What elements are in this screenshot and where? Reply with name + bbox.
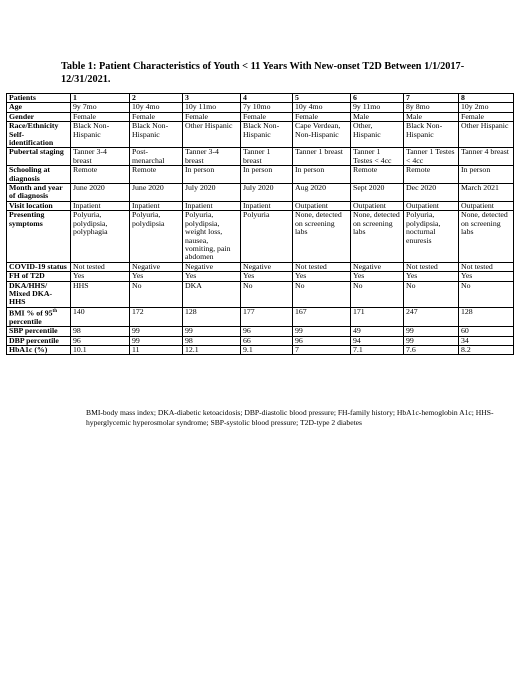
table-row bbox=[7, 307, 514, 326]
table-cell: 171 bbox=[351, 307, 404, 326]
table-cell: 34 bbox=[459, 336, 514, 345]
table-cell: 96 bbox=[293, 336, 351, 345]
table-cell: Black Non-Hispanic bbox=[130, 122, 183, 148]
table-cell: No bbox=[293, 281, 351, 307]
table-cell: Dec 2020 bbox=[404, 184, 459, 202]
table-cell: Sept 2020 bbox=[351, 184, 404, 202]
row-label bbox=[7, 112, 71, 121]
row-label bbox=[7, 103, 71, 112]
table-row bbox=[7, 327, 514, 336]
table-cell: 10y 4mo bbox=[293, 103, 351, 112]
table-cell: Black Non-Hispanic bbox=[404, 122, 459, 148]
row-label bbox=[7, 184, 71, 202]
table-cell: No bbox=[404, 281, 459, 307]
table-cell: Not tested bbox=[404, 262, 459, 271]
table-cell: Remote bbox=[351, 166, 404, 184]
patient-number-cell: 7 bbox=[404, 94, 459, 103]
table-cell: 98 bbox=[183, 336, 241, 345]
row-label-text: SBP percentile bbox=[9, 326, 58, 336]
table-row bbox=[7, 272, 514, 281]
table-cell: Yes bbox=[351, 272, 404, 281]
patient-number-cell: 4 bbox=[241, 94, 293, 103]
table-cell: No bbox=[351, 281, 404, 307]
table-cell: July 2020 bbox=[241, 184, 293, 202]
table-cell: Yes bbox=[183, 272, 241, 281]
patient-number-cell: 2 bbox=[130, 94, 183, 103]
table-cell: Female bbox=[459, 112, 514, 121]
row-label bbox=[7, 94, 71, 103]
table-row bbox=[7, 281, 514, 307]
row-label bbox=[7, 262, 71, 271]
table-title: Table 1: Patient Characteristics of Youth < 11 Years With New-onset T2D Between 1/1/2017-12/31/2021. bbox=[61, 61, 465, 85]
table-cell: No bbox=[459, 281, 514, 307]
table-cell: 7y 10mo bbox=[241, 103, 293, 112]
table-row bbox=[7, 211, 514, 262]
table-cell: DKA bbox=[183, 281, 241, 307]
row-label-text: COVID-19 status bbox=[9, 262, 67, 271]
row-label-text: Race/Ethnicity Self-identification bbox=[9, 121, 59, 148]
table-cell: Polyuria, polydipsia bbox=[130, 211, 183, 262]
table-row bbox=[7, 262, 514, 271]
table-cell: Yes bbox=[459, 272, 514, 281]
table-cell: Inpatient bbox=[130, 201, 183, 210]
table-cell: Female bbox=[130, 112, 183, 121]
table-cell: Tanner 3-4 breast bbox=[183, 148, 241, 166]
table-cell: Negative bbox=[183, 262, 241, 271]
table-cell: Other, Hispanic bbox=[351, 122, 404, 148]
table-cell: 94 bbox=[351, 336, 404, 345]
row-label-text: DBP percentile bbox=[9, 336, 59, 345]
patient-number-cell: 5 bbox=[293, 94, 351, 103]
row-label-text: Visit location bbox=[9, 201, 53, 210]
row-label bbox=[7, 148, 71, 166]
table-cell: 99 bbox=[293, 327, 351, 336]
table-cell: Polyuria bbox=[241, 211, 293, 262]
patient-number-cell: 3 bbox=[183, 94, 241, 103]
table-cell: Yes bbox=[404, 272, 459, 281]
table-cell: Yes bbox=[293, 272, 351, 281]
table-cell: Outpatient bbox=[404, 201, 459, 210]
table-cell: Tanner 4 breast bbox=[459, 148, 514, 166]
table-cell: 11 bbox=[130, 345, 183, 354]
table-cell: Female bbox=[293, 112, 351, 121]
table-cell: Remote bbox=[71, 166, 130, 184]
table-cell: Polyuria, polydipsia, polyphagia bbox=[71, 211, 130, 262]
table-cell: 128 bbox=[183, 307, 241, 326]
table-cell: Post-menarchal bbox=[130, 148, 183, 166]
table-cell: 99 bbox=[130, 336, 183, 345]
row-label bbox=[7, 281, 71, 307]
table-cell: Not tested bbox=[293, 262, 351, 271]
table-cell: Negative bbox=[351, 262, 404, 271]
table-cell: June 2020 bbox=[71, 184, 130, 202]
table-cell: None, detected on screening labs bbox=[459, 211, 514, 262]
table-cell: Other Hispanic bbox=[459, 122, 514, 148]
table-cell: None, detected on screening labs bbox=[293, 211, 351, 262]
table-cell: Outpatient bbox=[351, 201, 404, 210]
table-cell: Tanner 1 Testes < 4cc bbox=[351, 148, 404, 166]
table-cell: Black Non-Hispanic bbox=[241, 122, 293, 148]
row-label-text: Patients bbox=[9, 93, 36, 102]
table-cell: 49 bbox=[351, 327, 404, 336]
table-row bbox=[7, 122, 514, 148]
table-cell: Inpatient bbox=[71, 201, 130, 210]
table-cell: Female bbox=[71, 112, 130, 121]
table-cell: 8.2 bbox=[459, 345, 514, 354]
table-cell: 247 bbox=[404, 307, 459, 326]
table-cell: July 2020 bbox=[183, 184, 241, 202]
table-cell: Tanner 1 Testes < 4cc bbox=[404, 148, 459, 166]
table-row bbox=[7, 345, 514, 354]
table-cell: Female bbox=[183, 112, 241, 121]
table-cell: Remote bbox=[404, 166, 459, 184]
table-cell: 128 bbox=[459, 307, 514, 326]
table-cell: Negative bbox=[241, 262, 293, 271]
table-cell: 7 bbox=[293, 345, 351, 354]
table-cell: In person bbox=[459, 166, 514, 184]
table-cell: Yes bbox=[130, 272, 183, 281]
table-row bbox=[7, 336, 514, 345]
row-label-text: HbA1c (%) bbox=[9, 345, 48, 354]
table-row bbox=[7, 148, 514, 166]
row-label-text: DKA/HHS/ Mixed DKA-HHS bbox=[9, 281, 53, 307]
table-cell: Not tested bbox=[459, 262, 514, 271]
table-cell: Yes bbox=[241, 272, 293, 281]
row-label-text: Gender bbox=[9, 112, 35, 121]
table-cell: 140 bbox=[71, 307, 130, 326]
table-cell: Not tested bbox=[71, 262, 130, 271]
row-label-text: Presenting symptoms bbox=[9, 210, 45, 228]
table-header-row bbox=[7, 94, 514, 103]
table-cell: HHS bbox=[71, 281, 130, 307]
row-label-text: Month and year of diagnosis bbox=[9, 183, 63, 201]
table-cell: March 2021 bbox=[459, 184, 514, 202]
table-cell: Polyuria, polydipsia, weight loss, nausea, vomiting, pain abdomen bbox=[183, 211, 241, 262]
table-cell: 9.1 bbox=[241, 345, 293, 354]
patient-number-cell: 6 bbox=[351, 94, 404, 103]
table-cell: Outpatient bbox=[293, 201, 351, 210]
table-cell: Outpatient bbox=[459, 201, 514, 210]
table-cell: 60 bbox=[459, 327, 514, 336]
row-label-tail: percentile bbox=[9, 316, 42, 326]
table-cell: Tanner 1 breast bbox=[241, 148, 293, 166]
row-label bbox=[7, 345, 71, 354]
table-cell: 9y 11mo bbox=[351, 103, 404, 112]
table-row bbox=[7, 166, 514, 184]
table-cell: 10y 4mo bbox=[130, 103, 183, 112]
table-cell: Tanner 3-4 breast bbox=[71, 148, 130, 166]
table-cell: Female bbox=[241, 112, 293, 121]
table-cell: Polyuria, polydipsia, nocturnal enuresis bbox=[404, 211, 459, 262]
table-cell: 10.1 bbox=[71, 345, 130, 354]
table-cell: 9y 7mo bbox=[71, 103, 130, 112]
row-label bbox=[7, 327, 71, 336]
table-cell: Aug 2020 bbox=[293, 184, 351, 202]
table-cell: 10y 11mo bbox=[183, 103, 241, 112]
table-cell: Inpatient bbox=[183, 201, 241, 210]
table-cell: Black Non-Hispanic bbox=[71, 122, 130, 148]
table-cell: Tanner 1 breast bbox=[293, 148, 351, 166]
table-cell: No bbox=[130, 281, 183, 307]
row-label bbox=[7, 122, 71, 148]
row-label-superscript: th bbox=[52, 308, 57, 314]
patient-number-cell: 8 bbox=[459, 94, 514, 103]
table-cell: 99 bbox=[130, 327, 183, 336]
row-label bbox=[7, 201, 71, 210]
table-cell: 177 bbox=[241, 307, 293, 326]
table-cell: None, detected on screening labs bbox=[351, 211, 404, 262]
table-cell: 99 bbox=[183, 327, 241, 336]
table-cell: 96 bbox=[241, 327, 293, 336]
table-cell: No bbox=[241, 281, 293, 307]
row-label bbox=[7, 166, 71, 184]
row-label bbox=[7, 307, 71, 326]
row-label-text: Pubertal staging bbox=[9, 147, 64, 157]
table-cell: 96 bbox=[71, 336, 130, 345]
row-label-text: Schooling at diagnosis bbox=[9, 165, 50, 183]
row-label bbox=[7, 272, 71, 281]
table-cell: Inpatient bbox=[241, 201, 293, 210]
table-cell: 99 bbox=[404, 327, 459, 336]
table-cell: Male bbox=[404, 112, 459, 121]
table-cell: In person bbox=[183, 166, 241, 184]
table-cell: June 2020 bbox=[130, 184, 183, 202]
table-cell: 66 bbox=[241, 336, 293, 345]
row-label bbox=[7, 336, 71, 345]
table-cell: Remote bbox=[130, 166, 183, 184]
row-label-text: Age bbox=[9, 102, 22, 112]
table-cell: 99 bbox=[404, 336, 459, 345]
row-label bbox=[7, 211, 71, 262]
table-cell: 12.1 bbox=[183, 345, 241, 354]
table-cell: 98 bbox=[71, 327, 130, 336]
table-cell: Yes bbox=[71, 272, 130, 281]
patient-number-cell: 1 bbox=[71, 94, 130, 103]
table-cell: In person bbox=[293, 166, 351, 184]
table-row bbox=[7, 112, 514, 121]
table-cell: 7.6 bbox=[404, 345, 459, 354]
table-cell: Cape Verdean, Non-Hispanic bbox=[293, 122, 351, 148]
table-cell: 7.1 bbox=[351, 345, 404, 354]
table-cell: 8y 8mo bbox=[404, 103, 459, 112]
patient-characteristics-table bbox=[6, 93, 514, 355]
table-cell: 172 bbox=[130, 307, 183, 326]
table-cell: Negative bbox=[130, 262, 183, 271]
table-cell: Male bbox=[351, 112, 404, 121]
table-cell: 167 bbox=[293, 307, 351, 326]
table-cell: In person bbox=[241, 166, 293, 184]
table-cell: 10y 2mo bbox=[459, 103, 514, 112]
table-cell: Other Hispanic bbox=[183, 122, 241, 148]
table-row bbox=[7, 201, 514, 210]
table-row bbox=[7, 184, 514, 202]
row-label-text: FH of T2D bbox=[9, 271, 45, 281]
table-footnote: BMI-body mass index; DKA-diabetic ketoacidosis; DBP-diastolic blood pressure; FH-family history; HbA1c-hemoglobin A1c; HHS-hyperglycemic hyperosmolar syndrome; SBP-systolic blood pressure; T2D-type 2 diabetes bbox=[86, 408, 494, 427]
table-row bbox=[7, 103, 514, 112]
row-label-text: BMI % of 95 bbox=[9, 308, 53, 318]
